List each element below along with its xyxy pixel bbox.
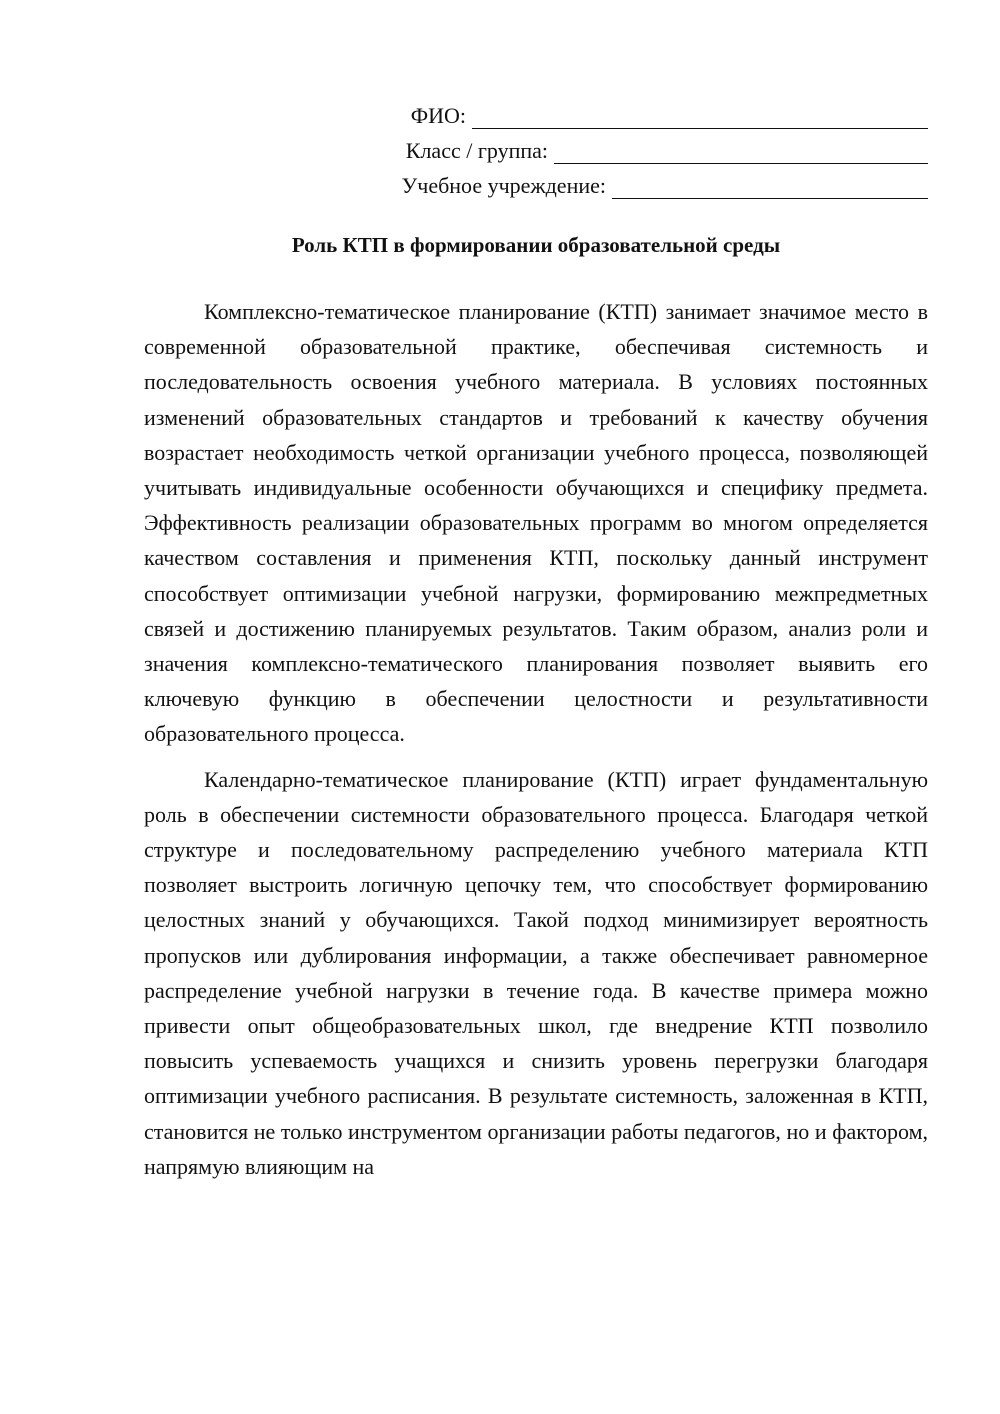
school-label: Учебное учреждение: bbox=[401, 173, 606, 198]
fio-blank-line bbox=[472, 106, 928, 129]
school-field-row bbox=[328, 164, 928, 199]
student-info-fields bbox=[328, 94, 928, 199]
fio-label: ФИО: bbox=[410, 103, 466, 128]
fio-field-row bbox=[328, 94, 928, 129]
class-group-blank-line bbox=[554, 141, 928, 164]
paragraph-1: Комплексно-тематическое планирование (КТП) занимает значимое место в современной образовательной практике, обеспечивая системность и последовательность освоения учебного материала. В условиях постоянных изменений образовательных стандартов и требований к качеству обучения возрастает необходимость четкой организации учебного процесса, позволяющей учитывать индивидуальные особенности обучающихся и специфику предмета. Эффективность реализации образовательных программ во многом определяется качеством составления и применения КТП, поскольку данный инструмент способствует оптимизации учебной нагрузки, формированию межпредметных связей и достижению планируемых результатов. Таким образом, анализ роли и значения комплексно-тематического планирования позволяет выявить его ключевую функцию в обеспечении целостности и результативности образовательного процесса. bbox=[144, 299, 928, 747]
school-blank-line bbox=[612, 176, 928, 199]
class-group-label: Класс / группа: bbox=[405, 138, 548, 163]
document-title: Роль КТП в формировании образовательной среды bbox=[291, 233, 781, 257]
document-body bbox=[144, 294, 928, 1184]
class-field-row bbox=[328, 129, 928, 164]
paragraph-2: Календарно-тематическое планирование (КТП) играет фундаментальную роль в обеспечении системности образовательного процесса. Благодаря четкой структуре и последовательному распределению учебного материала КТП позволяет выстроить логичную цепочку тем, что способствует формированию целостных знаний у обучающихся. Такой подход минимизирует вероятность пропусков или дублирования информации, а также обеспечивает равномерное распределение учебной нагрузки в течение года. В качестве примера можно привести опыт общеобразовательных школ, где внедрение КТП позволило повысить успеваемость учащихся и снизить уровень перегрузки благодаря оптимизации учебного расписания. В результате системность, заложенная в КТП, становится не только инструментом организации работы педагогов, но и фактором, напрямую влияющим на bbox=[144, 766, 928, 1179]
